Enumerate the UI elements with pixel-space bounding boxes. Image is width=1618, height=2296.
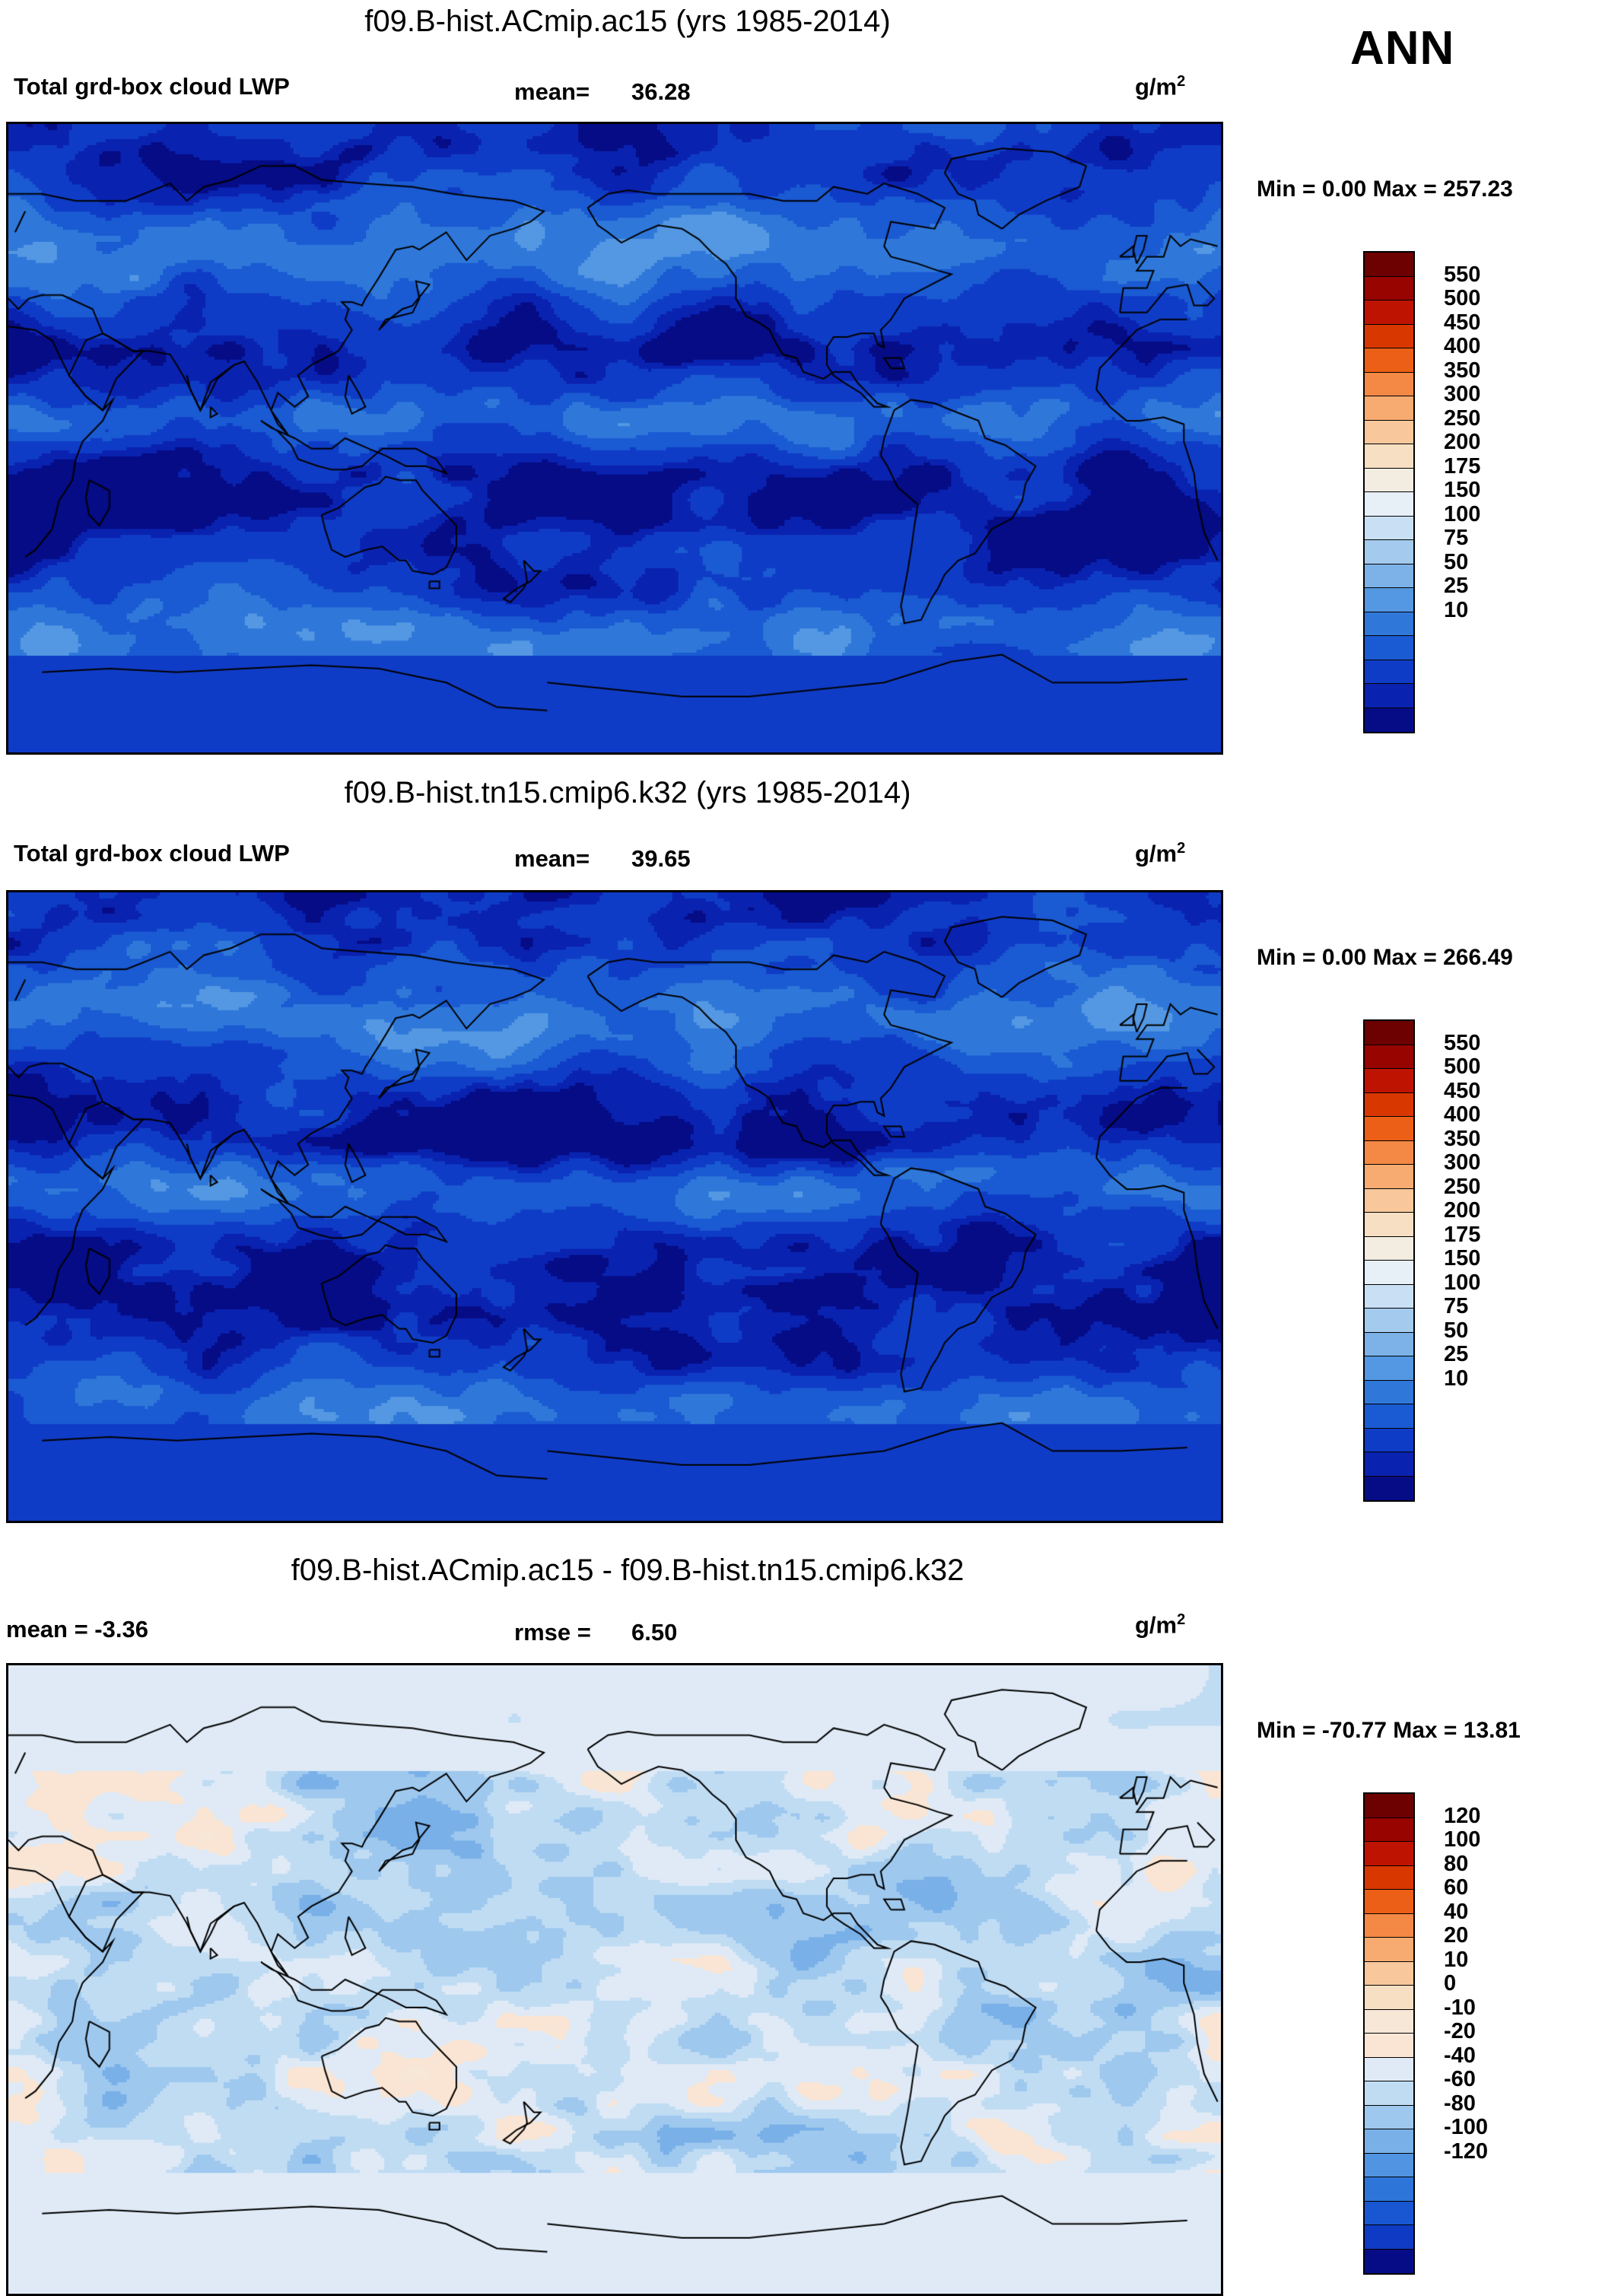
colorbar-tick-label: 100 — [1444, 501, 1481, 526]
panel2-units-exp: 2 — [1177, 840, 1186, 857]
panel1-stat-value: 36.28 — [631, 78, 691, 105]
colorbar-tick-label: 550 — [1444, 1030, 1481, 1055]
colorbar-1[interactable] — [1363, 251, 1415, 733]
colorbar-tick-label: 400 — [1444, 334, 1481, 358]
colorbar-tick-label: -120 — [1444, 2139, 1489, 2164]
colorbar-swatch — [1365, 636, 1413, 660]
colorbar-tick-label: 20 — [1444, 1923, 1469, 1948]
colorbar-tick-label: 50 — [1444, 1318, 1469, 1343]
colorbar-swatch — [1365, 564, 1413, 589]
colorbar-tick-label: 10 — [1444, 1947, 1469, 1972]
colorbar-swatch — [1365, 277, 1413, 301]
map-1-canvas — [8, 124, 1221, 752]
colorbar-swatch — [1365, 1069, 1413, 1093]
colorbar-tick-label: 450 — [1444, 1078, 1481, 1103]
panel1-units-exp: 2 — [1177, 73, 1186, 90]
colorbar-swatch — [1365, 1452, 1413, 1477]
colorbar-swatch — [1365, 1141, 1413, 1165]
colorbar-tick-label: 200 — [1444, 1198, 1481, 1223]
colorbar-2-ticks — [1444, 1019, 1581, 1499]
colorbar-tick-label: 75 — [1444, 1294, 1469, 1318]
colorbar-tick-label: 350 — [1444, 358, 1481, 383]
colorbar-swatch — [1365, 708, 1413, 733]
panel3-minmax: Min = -70.77 Max = 13.81 — [1257, 1718, 1521, 1743]
colorbar-swatch — [1365, 1938, 1413, 1962]
colorbar-tick-label: 0 — [1444, 1971, 1457, 1995]
panel3-title: f09.B-hist.ACmip.ac15 - f09.B-hist.tn15.cmip6.k32 — [291, 1553, 965, 1587]
season-label: ANN — [1350, 22, 1455, 75]
colorbar-swatch — [1365, 1962, 1413, 1986]
colorbar-swatch — [1365, 373, 1413, 397]
colorbar-swatch — [1365, 1309, 1413, 1333]
colorbar-swatch — [1365, 1866, 1413, 1891]
colorbar-swatch — [1365, 1285, 1413, 1309]
colorbar-swatch — [1365, 301, 1413, 325]
panel1-field-label: Total grd-box cloud LWP — [14, 73, 290, 100]
colorbar-swatch — [1365, 2250, 1413, 2274]
colorbar-tick-label: 40 — [1444, 1899, 1469, 1924]
colorbar-swatch — [1365, 1213, 1413, 1237]
panel1-units: g/m — [1135, 73, 1178, 100]
colorbar-tick-label: 250 — [1444, 405, 1481, 431]
colorbar-swatch — [1365, 2058, 1413, 2082]
colorbar-swatch — [1365, 1333, 1413, 1357]
colorbar-swatch — [1365, 421, 1413, 445]
colorbar-tick-label: 10 — [1444, 597, 1469, 622]
colorbar-swatch — [1365, 1045, 1413, 1070]
panel2-title: f09.B-hist.tn15.cmip6.k32 (yrs 1985-2014) — [344, 776, 911, 809]
colorbar-swatch — [1365, 1381, 1413, 1405]
colorbar-swatch — [1365, 517, 1413, 541]
colorbar-swatch — [1365, 660, 1413, 685]
panel2-stat-value: 39.65 — [631, 845, 691, 872]
colorbar-tick-label: 25 — [1444, 1342, 1469, 1366]
colorbar-tick-label: -100 — [1444, 2115, 1489, 2139]
colorbar-swatch — [1365, 1986, 1413, 2010]
panel3-stat-value: 6.50 — [631, 1619, 678, 1646]
colorbar-swatch — [1365, 1117, 1413, 1141]
colorbar-3-ticks — [1444, 1792, 1581, 2272]
panel2-stat-label: mean= — [514, 845, 590, 872]
panel1-minmax: Min = 0.00 Max = 257.23 — [1257, 176, 1513, 202]
colorbar-swatch — [1365, 2202, 1413, 2226]
colorbar-swatch — [1365, 1794, 1413, 1818]
colorbar-tick-label: 60 — [1444, 1875, 1469, 1900]
colorbar-tick-label: 250 — [1444, 1174, 1481, 1199]
colorbar-tick-label: 25 — [1444, 574, 1469, 598]
colorbar-swatch — [1365, 2154, 1413, 2178]
colorbar-tick-label: -40 — [1444, 2043, 1476, 2068]
colorbar-swatch — [1365, 396, 1413, 421]
colorbar-tick-label: 300 — [1444, 382, 1481, 406]
colorbar-swatch — [1365, 444, 1413, 469]
colorbar-swatch — [1365, 1261, 1413, 1285]
map-panel-3[interactable] — [6, 1663, 1223, 2296]
colorbar-tick-label: 120 — [1444, 1803, 1481, 1828]
colorbar-tick-label: 175 — [1444, 453, 1481, 479]
colorbar-swatch — [1365, 253, 1413, 277]
colorbar-swatch — [1365, 1165, 1413, 1189]
colorbar-tick-label: -10 — [1444, 1995, 1476, 2020]
colorbar-swatch — [1365, 2129, 1413, 2154]
colorbar-swatch — [1365, 1477, 1413, 1501]
colorbar-swatch — [1365, 684, 1413, 708]
map-panel-1[interactable] — [6, 122, 1223, 755]
colorbar-swatch — [1365, 2177, 1413, 2202]
colorbar-tick-label: 100 — [1444, 1827, 1481, 1852]
colorbar-swatch — [1365, 540, 1413, 564]
panel3-mean-label: mean = -3.36 — [6, 1616, 148, 1642]
map-panel-2[interactable] — [6, 890, 1223, 1523]
colorbar-tick-label: 150 — [1444, 1246, 1481, 1270]
map-2-canvas — [8, 892, 1221, 1521]
panel2-minmax: Min = 0.00 Max = 266.49 — [1257, 945, 1513, 970]
panel3-units-exp: 2 — [1177, 1611, 1186, 1628]
colorbar-swatch — [1365, 2225, 1413, 2250]
colorbar-tick-label: 150 — [1444, 478, 1481, 502]
colorbar-swatch — [1365, 1189, 1413, 1213]
map-3-canvas — [8, 1665, 1221, 2294]
colorbar-swatch — [1365, 2034, 1413, 2058]
colorbar-swatch — [1365, 588, 1413, 612]
colorbar-tick-label: 550 — [1444, 262, 1481, 287]
colorbar-tick-label: 500 — [1444, 286, 1481, 310]
colorbar-swatch — [1365, 1356, 1413, 1381]
colorbar-swatch — [1365, 612, 1413, 637]
colorbar-3[interactable] — [1363, 1792, 1415, 2275]
colorbar-tick-label: 200 — [1444, 430, 1481, 454]
colorbar-2[interactable] — [1363, 1019, 1415, 1502]
colorbar-swatch — [1365, 1914, 1413, 1938]
colorbar-swatch — [1365, 492, 1413, 517]
panel2-units: g/m — [1135, 840, 1178, 867]
colorbar-tick-label: 300 — [1444, 1150, 1481, 1175]
colorbar-swatch — [1365, 1890, 1413, 1914]
colorbar-tick-label: -80 — [1444, 2091, 1476, 2116]
panel1-title: f09.B-hist.ACmip.ac15 (yrs 1985-2014) — [364, 5, 891, 38]
colorbar-swatch — [1365, 2106, 1413, 2130]
colorbar-1-ticks — [1444, 251, 1581, 730]
colorbar-swatch — [1365, 348, 1413, 373]
colorbar-swatch — [1365, 1429, 1413, 1453]
colorbar-tick-label: 80 — [1444, 1851, 1469, 1876]
colorbar-swatch — [1365, 325, 1413, 349]
colorbar-tick-label: -20 — [1444, 2019, 1476, 2043]
colorbar-tick-label: 450 — [1444, 310, 1481, 335]
colorbar-tick-label: 100 — [1444, 1270, 1481, 1295]
colorbar-tick-label: 50 — [1444, 549, 1469, 574]
colorbar-tick-label: -60 — [1444, 2067, 1476, 2091]
panel1-stat-label: mean= — [514, 78, 590, 105]
colorbar-tick-label: 10 — [1444, 1366, 1469, 1391]
colorbar-tick-label: 75 — [1444, 526, 1469, 550]
panel2-field-label: Total grd-box cloud LWP — [14, 840, 290, 867]
colorbar-swatch — [1365, 1842, 1413, 1866]
colorbar-swatch — [1365, 1093, 1413, 1118]
colorbar-tick-label: 400 — [1444, 1102, 1481, 1127]
colorbar-tick-label: 350 — [1444, 1126, 1481, 1151]
colorbar-swatch — [1365, 1237, 1413, 1261]
colorbar-swatch — [1365, 1021, 1413, 1045]
colorbar-swatch — [1365, 2010, 1413, 2034]
colorbar-swatch — [1365, 2081, 1413, 2106]
colorbar-swatch — [1365, 1818, 1413, 1843]
colorbar-swatch — [1365, 1404, 1413, 1429]
panel3-stat-label: rmse = — [514, 1619, 591, 1646]
colorbar-tick-label: 175 — [1444, 1222, 1481, 1247]
panel3-units: g/m — [1135, 1611, 1178, 1639]
colorbar-swatch — [1365, 469, 1413, 493]
colorbar-tick-label: 500 — [1444, 1054, 1481, 1079]
